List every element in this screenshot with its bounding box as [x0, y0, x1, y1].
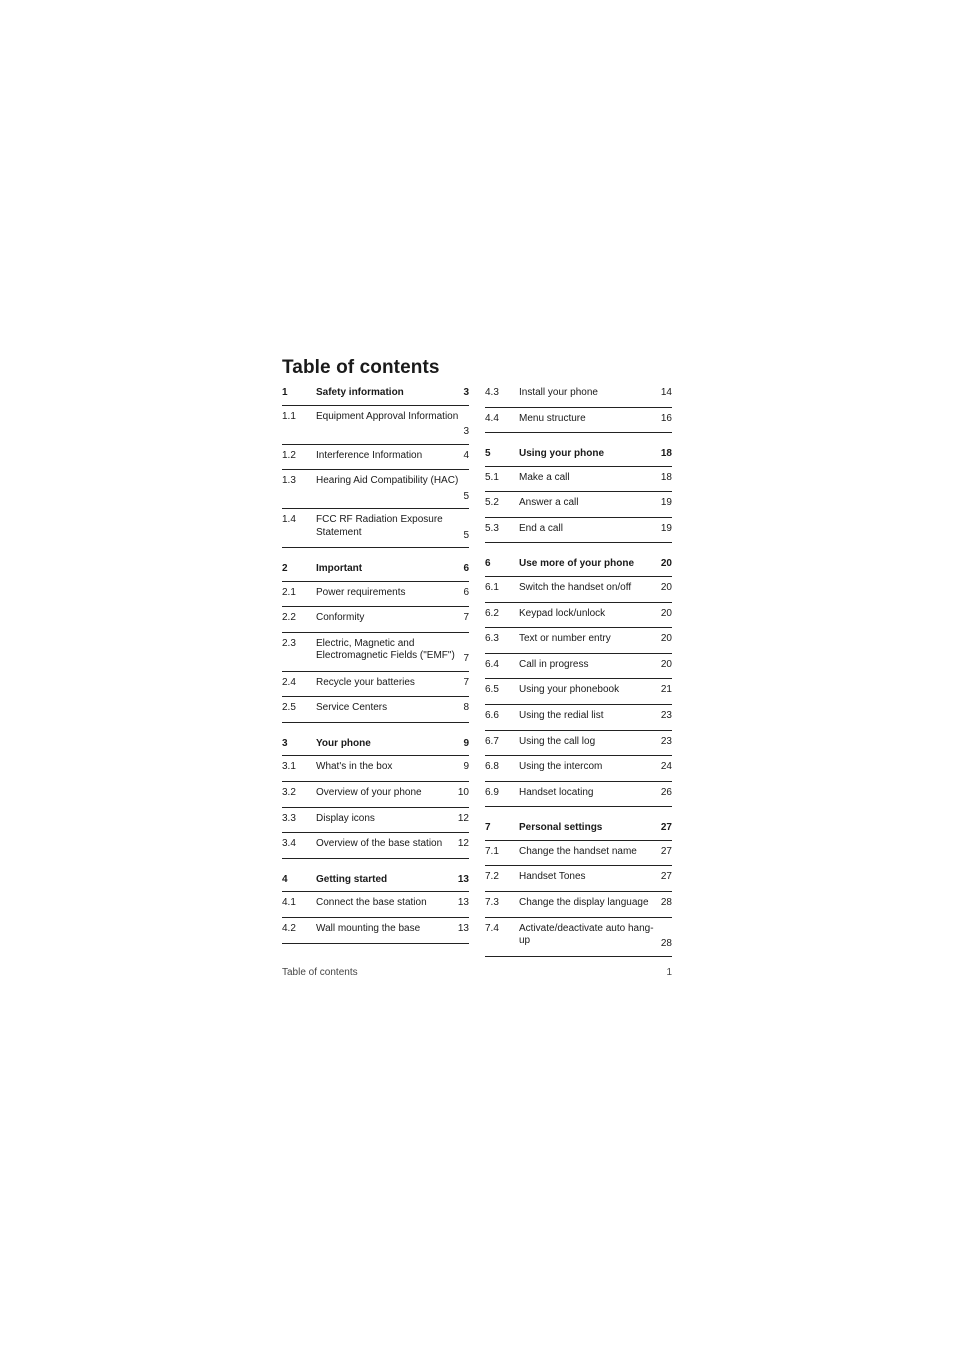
- toc-entry-number: 2.1: [282, 586, 296, 598]
- toc-entry-title: End a call: [519, 522, 563, 534]
- toc-entry-title: Activate/deactivate auto hang-up: [519, 922, 654, 947]
- toc-entry-number: 1.2: [282, 449, 296, 461]
- toc-entry-page: 23: [660, 709, 672, 721]
- footer-page-number: 1: [666, 967, 672, 978]
- toc-entry-title: Getting started: [316, 873, 388, 885]
- toc-entry-number: 7.2: [485, 871, 499, 883]
- toc-section-entry[interactable]: [485, 918, 672, 957]
- toc-entry-title: Change the display language: [519, 897, 649, 908]
- toc-entry-number: 4.3: [485, 387, 499, 398]
- toc-entry-title: Using your phone: [519, 448, 604, 460]
- toc-entry-number: 4.1: [282, 897, 296, 909]
- toc-entry-number: 3: [282, 737, 288, 749]
- toc-entry-page: 23: [660, 735, 672, 747]
- toc-entry-number: 4.4: [485, 412, 499, 424]
- toc-entry-title: Display icons: [316, 812, 375, 824]
- toc-section-entry[interactable]: [485, 408, 672, 434]
- toc-entry-number: 5: [485, 448, 491, 460]
- toc-entry-page: 20: [660, 558, 672, 570]
- toc-entry-page: 19: [660, 522, 672, 534]
- toc-entry-number: 2.3: [282, 637, 296, 649]
- toc-entry-page: 12: [457, 838, 469, 850]
- toc-section-entry[interactable]: [485, 467, 672, 493]
- toc-entry-page: 13: [457, 922, 469, 934]
- toc-chapter-entry[interactable]: [485, 817, 672, 841]
- toc-entry-page: 24: [660, 761, 672, 773]
- toc-entry-number: 7: [485, 822, 491, 834]
- toc-entry-number: 5.1: [485, 471, 499, 483]
- toc-section-entry[interactable]: [485, 628, 672, 654]
- toc-entry-page: 16: [660, 412, 672, 424]
- toc-section-entry[interactable]: [282, 672, 469, 698]
- toc-section-entry[interactable]: [282, 833, 469, 859]
- toc-entry-title: Personal settings: [519, 822, 603, 834]
- toc-entry-title: Using the intercom: [519, 761, 603, 773]
- toc-section-entry[interactable]: [485, 382, 672, 408]
- toc-entry-page: 9: [463, 737, 469, 749]
- toc-entry-number: 6.9: [485, 786, 499, 798]
- toc-entry-title: Recycle your batteries: [316, 676, 415, 688]
- toc-entry-title: Electric, Magnetic and Electromagnetic Fields ("EMF"): [316, 637, 455, 662]
- toc-section-entry[interactable]: [485, 756, 672, 782]
- toc-entry-number: 6.1: [485, 581, 499, 593]
- toc-entry-number: 6.4: [485, 658, 499, 670]
- toc-entry-title: Overview of the base station: [316, 838, 443, 850]
- toc-section-entry[interactable]: [282, 633, 469, 672]
- toc-entry-title: Power requirements: [316, 586, 406, 598]
- toc-entry-page: 27: [660, 845, 672, 857]
- toc-chapter-entry[interactable]: [485, 443, 672, 467]
- toc-entry-number: 3.3: [282, 812, 296, 824]
- page-footer: [282, 967, 672, 978]
- toc-entry-number: 6.2: [485, 607, 499, 619]
- toc-entry-page: 6: [463, 586, 469, 598]
- toc-section-entry[interactable]: [485, 577, 672, 603]
- toc-section-entry[interactable]: [282, 756, 469, 782]
- toc-entry-page: 13: [457, 897, 469, 909]
- toc-entry-page: 20: [660, 607, 672, 619]
- toc-entry-title: Using your phonebook: [519, 684, 620, 696]
- toc-entry-title: Using the call log: [519, 735, 596, 747]
- toc-section-entry[interactable]: [282, 406, 469, 445]
- toc-entry-number: 3.4: [282, 838, 296, 850]
- toc-entry-title: Change the handset name: [519, 845, 637, 857]
- toc-section-entry[interactable]: [485, 731, 672, 757]
- toc-section-entry[interactable]: [282, 918, 469, 944]
- toc-entry-title: Handset Tones: [519, 871, 586, 883]
- toc-section-entry[interactable]: [282, 509, 469, 548]
- toc-entry-number: 4: [282, 873, 288, 885]
- toc-entry-page: 28: [660, 938, 672, 950]
- toc-entry-number: 6: [485, 558, 491, 570]
- toc-entry-title: Conformity: [316, 612, 365, 624]
- toc-entry-page: 18: [660, 448, 672, 460]
- toc-entry-number: 2.2: [282, 612, 296, 624]
- toc-entry-number: 5.3: [485, 522, 499, 534]
- toc-chapter-entry[interactable]: [282, 382, 469, 406]
- toc-entry-page: 20: [660, 633, 672, 645]
- toc-entry-title: Hearing Aid Compatibility (HAC): [316, 475, 459, 487]
- toc-section-entry[interactable]: [485, 492, 672, 518]
- toc-entry-page: 12: [457, 812, 469, 824]
- toc-entry-title: Switch the handset on/off: [519, 581, 632, 593]
- toc-chapter-entry[interactable]: [485, 553, 672, 577]
- toc-entry-page: 19: [660, 497, 672, 509]
- toc-entry-page: 26: [660, 786, 672, 798]
- toc-chapter-entry[interactable]: [282, 558, 469, 582]
- toc-chapter-entry[interactable]: [282, 869, 469, 893]
- toc-entry-page: 3: [463, 426, 469, 437]
- toc-left-column: [282, 382, 469, 944]
- toc-entry-number: 3.1: [282, 761, 296, 773]
- toc-entry-title: Menu structure: [519, 412, 586, 424]
- toc-entry-title: Service Centers: [316, 702, 388, 714]
- toc-entry-page: 4: [463, 449, 469, 461]
- toc-entry-title: Answer a call: [519, 497, 579, 509]
- toc-entry-page: 14: [660, 387, 672, 398]
- toc-entry-number: 3.2: [282, 787, 296, 799]
- toc-entry-page: 6: [463, 563, 469, 575]
- footer-label: Table of contents: [282, 967, 358, 978]
- toc-section-entry[interactable]: [282, 470, 469, 509]
- toc-entry-number: 6.5: [485, 684, 499, 696]
- toc-section-entry[interactable]: [282, 445, 469, 471]
- toc-entry-title: Text or number entry: [519, 633, 611, 645]
- toc-entry-page: 20: [660, 581, 672, 593]
- toc-entry-title: Interference Information: [316, 449, 423, 461]
- toc-entry-title: Important: [316, 563, 363, 575]
- toc-section-entry[interactable]: [282, 808, 469, 834]
- toc-entry-title: Wall mounting the base: [316, 922, 421, 934]
- toc-section-entry[interactable]: [282, 697, 469, 723]
- toc-section-entry[interactable]: [485, 705, 672, 731]
- toc-entry-page: 27: [660, 822, 672, 834]
- toc-section-entry[interactable]: [282, 892, 469, 918]
- toc-entry-title: Call in progress: [519, 658, 589, 670]
- toc-entry-page: 10: [457, 787, 469, 799]
- toc-entry-title: Make a call: [519, 471, 570, 483]
- toc-entry-title: Your phone: [316, 737, 371, 749]
- toc-entry-page: 7: [463, 653, 469, 665]
- toc-section-entry[interactable]: [485, 603, 672, 629]
- toc-entry-page: 7: [463, 612, 469, 624]
- toc-entry-number: 6.7: [485, 735, 499, 747]
- toc-entry-page: 9: [463, 761, 469, 773]
- toc-entry-number: 6.6: [485, 709, 499, 721]
- toc-entry-title: Overview of your phone: [316, 787, 422, 799]
- toc-entry-number: 1.3: [282, 475, 296, 487]
- toc-entry-page: 5: [463, 490, 469, 502]
- toc-entry-number: 7.3: [485, 897, 499, 908]
- toc-entry-title: FCC RF Radiation Exposure Statement: [316, 514, 443, 538]
- toc-entry-title: Safety information: [316, 387, 404, 398]
- toc-entry-number: 6.3: [485, 633, 499, 645]
- toc-section-entry[interactable]: [485, 841, 672, 867]
- toc-section-entry[interactable]: [485, 782, 672, 808]
- toc-section-entry[interactable]: [485, 892, 672, 918]
- toc-entry-number: 2: [282, 563, 288, 575]
- toc-entry-title: What's in the box: [316, 761, 393, 773]
- toc-section-entry[interactable]: [485, 866, 672, 892]
- toc-entry-number: 5.2: [485, 497, 499, 509]
- toc-entry-page: 3: [463, 387, 469, 398]
- toc-entry-number: 4.2: [282, 922, 296, 934]
- toc-entry-number: 1.1: [282, 410, 296, 422]
- toc-entry-number: 7.4: [485, 922, 499, 934]
- toc-entry-number: 2.4: [282, 676, 296, 688]
- toc-entry-title: Use more of your phone: [519, 558, 635, 570]
- toc-section-entry[interactable]: [485, 679, 672, 705]
- toc-entry-title: Install your phone: [519, 387, 598, 398]
- toc-entry-page: 8: [463, 702, 469, 714]
- toc-entry-number: 6.8: [485, 761, 499, 773]
- toc-chapter-entry[interactable]: [282, 733, 469, 757]
- toc-right-column: [485, 382, 672, 957]
- toc-entry-title: Equipment Approval Information: [316, 410, 459, 422]
- toc-section-entry[interactable]: [282, 582, 469, 608]
- toc-entry-page: 18: [660, 471, 672, 483]
- toc-entry-page: 7: [463, 676, 469, 688]
- toc-entry-number: 1: [282, 387, 288, 398]
- toc-entry-page: 5: [463, 529, 469, 541]
- toc-entry-page: 21: [660, 684, 672, 696]
- toc-entry-page: 13: [457, 873, 469, 885]
- page-title: Table of contents: [282, 357, 440, 378]
- toc-entry-number: 2.5: [282, 702, 296, 714]
- toc-entry-title: Connect the base station: [316, 897, 427, 909]
- toc-entry-number: 7.1: [485, 845, 499, 857]
- toc-section-entry[interactable]: [485, 654, 672, 680]
- toc-entry-title: Handset locating: [519, 786, 594, 798]
- toc-entry-title: Keypad lock/unlock: [519, 607, 606, 619]
- toc-entry-page: 20: [660, 658, 672, 670]
- toc-section-entry[interactable]: [282, 782, 469, 808]
- toc-entry-page: 28: [660, 897, 672, 908]
- toc-section-entry[interactable]: [282, 607, 469, 633]
- toc-entry-title: Using the redial list: [519, 709, 604, 721]
- toc-entry-page: 27: [660, 871, 672, 883]
- toc-entry-number: 1.4: [282, 514, 296, 526]
- toc-section-entry[interactable]: [485, 518, 672, 544]
